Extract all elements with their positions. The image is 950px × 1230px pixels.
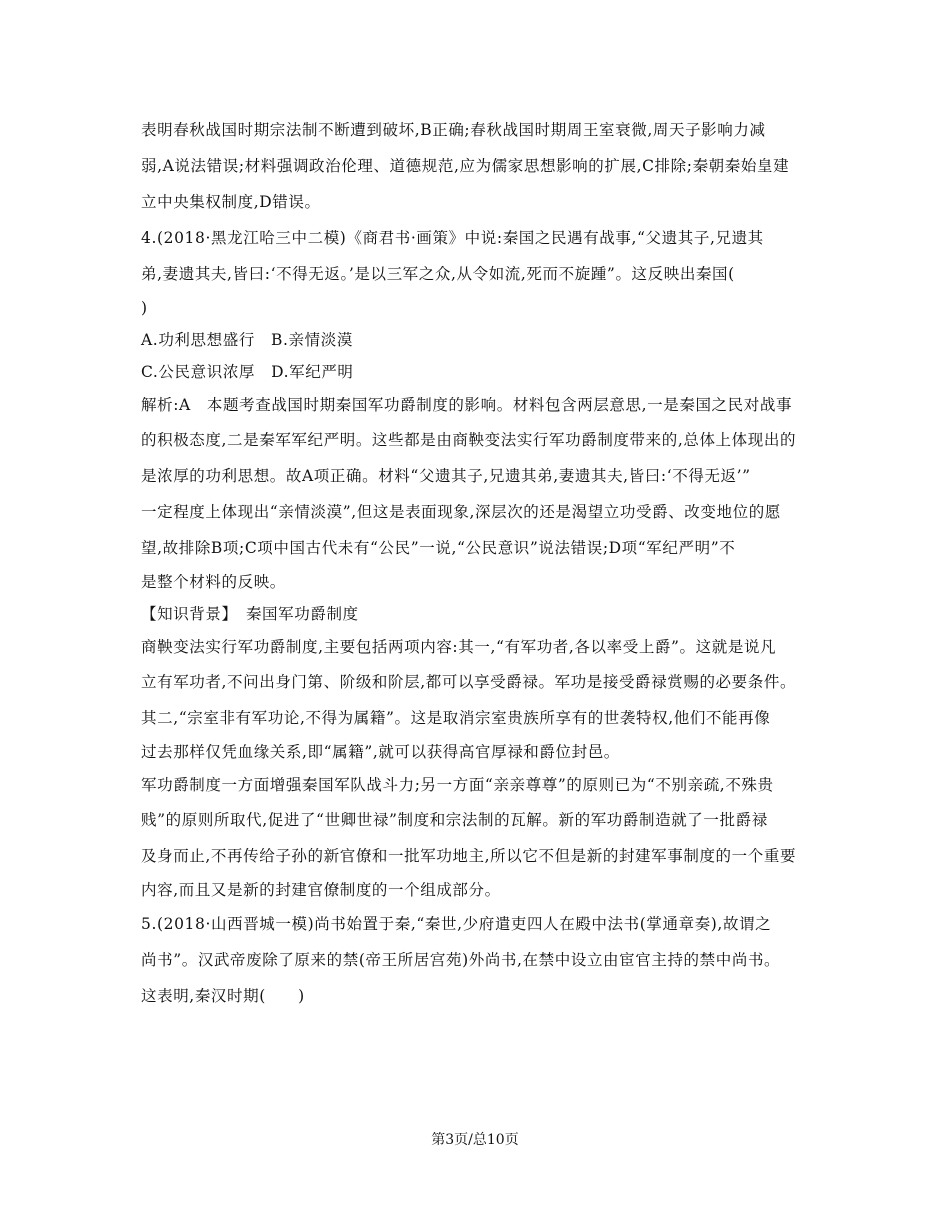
knowledge-background-heading: 【知识背景】 秦国军功爵制度	[141, 605, 359, 623]
question-4-stem: )	[141, 299, 148, 317]
analysis-text: 的积极态度,二是秦军军纪严明。这些都是由商鞅变法实行军功爵制度带来的,总体上体现出的	[141, 431, 797, 449]
analysis-text: 望,故排除B项;C项中国古代未有“公民”一说,“公民意识”说法错误;D项“军纪严明”不	[141, 539, 736, 557]
question-4-stem: 4.(2018·黑龙江哈三中二模)《商君书·画策》中说:秦国之民遇有战事,“父遗其子,兄遗其	[141, 229, 764, 247]
question-4-stem: 弟,妻遗其夫,皆曰:‘不得无返。’是以三军之众,从令如流,死而不旋踵”。这反映出秦国(	[141, 265, 735, 283]
background-text: 商鞅变法实行军功爵制度,主要包括两项内容:其一,“有军功者,各以率受上爵”。这就是说凡	[141, 638, 777, 656]
text-line: 立中央集权制度,D错误。	[141, 193, 321, 211]
background-text: 其二,“宗室非有军功论,不得为属籍”。这是取消宗室贵族所享有的世袭特权,他们不能再像	[141, 709, 771, 727]
page-number-footer: 第3页/总10页	[431, 1132, 519, 1148]
analysis-text: 解析:A 本题考查战国时期秦国军功爵制度的影响。材料包含两层意思,一是秦国之民对战事	[141, 396, 793, 414]
analysis-text: 是整个材料的反映。	[141, 573, 286, 591]
question-5-stem: 尚书”。汉武帝废除了原来的禁(帝王所居宫苑)外尚书,在禁中设立由宦官主持的禁中尚书。	[141, 951, 781, 969]
text-line: 表明春秋战国时期宗法制不断遭到破坏,B正确;春秋战国时期周王室衰微,周天子影响力减	[141, 121, 766, 139]
background-text: 内容,而且又是新的封建官僚制度的一个组成部分。	[141, 881, 501, 899]
question-4-options: C.公民意识浓厚 D.军纪严明	[141, 363, 354, 381]
background-text: 贱”的原则所取代,促进了“世卿世禄”制度和宗法制的瓦解。新的军功爵制造就了一批爵禄	[141, 811, 768, 829]
question-4-options: A.功利思想盛行 B.亲情淡漠	[141, 331, 353, 349]
question-5-stem: 5.(2018·山西晋城一模)尚书始置于秦,“秦世,少府遣吏四人在殿中法书(掌通章奏),故谓之	[141, 915, 772, 933]
analysis-text: 是浓厚的功利思想。故A项正确。材料“父遗其子,兄遗其弟,妻遗其夫,皆曰:‘不得无返’”	[141, 467, 751, 485]
background-text: 及身而止,不再传给子孙的新官僚和一批军功地主,所以它不但是新的封建军事制度的一个重要	[141, 847, 797, 865]
analysis-text: 一定程度上体现出“亲情淡漠”,但这是表面现象,深层次的还是渴望立功受爵、改变地位的愿	[141, 503, 781, 521]
text-line: 弱,A说法错误;材料强调政治伦理、道德规范,应为儒家思想影响的扩展,C排除;秦朝秦始皇建	[141, 157, 790, 175]
background-text: 军功爵制度一方面增强秦国军队战斗力;另一方面“亲亲尊尊”的原则已为“不别亲疏,不殊贵	[141, 776, 774, 794]
question-5-stem: 这表明,秦汉时期( )	[141, 987, 305, 1005]
background-text: 过去那样仅凭血缘关系,即“属籍”,就可以获得高官厚禄和爵位封邑。	[141, 743, 620, 761]
background-text: 立有军功者,不问出身门第、阶级和阶层,都可以享受爵禄。军功是接受爵禄赏赐的必要条件。	[141, 673, 797, 691]
page-body	[141, 112, 813, 1014]
